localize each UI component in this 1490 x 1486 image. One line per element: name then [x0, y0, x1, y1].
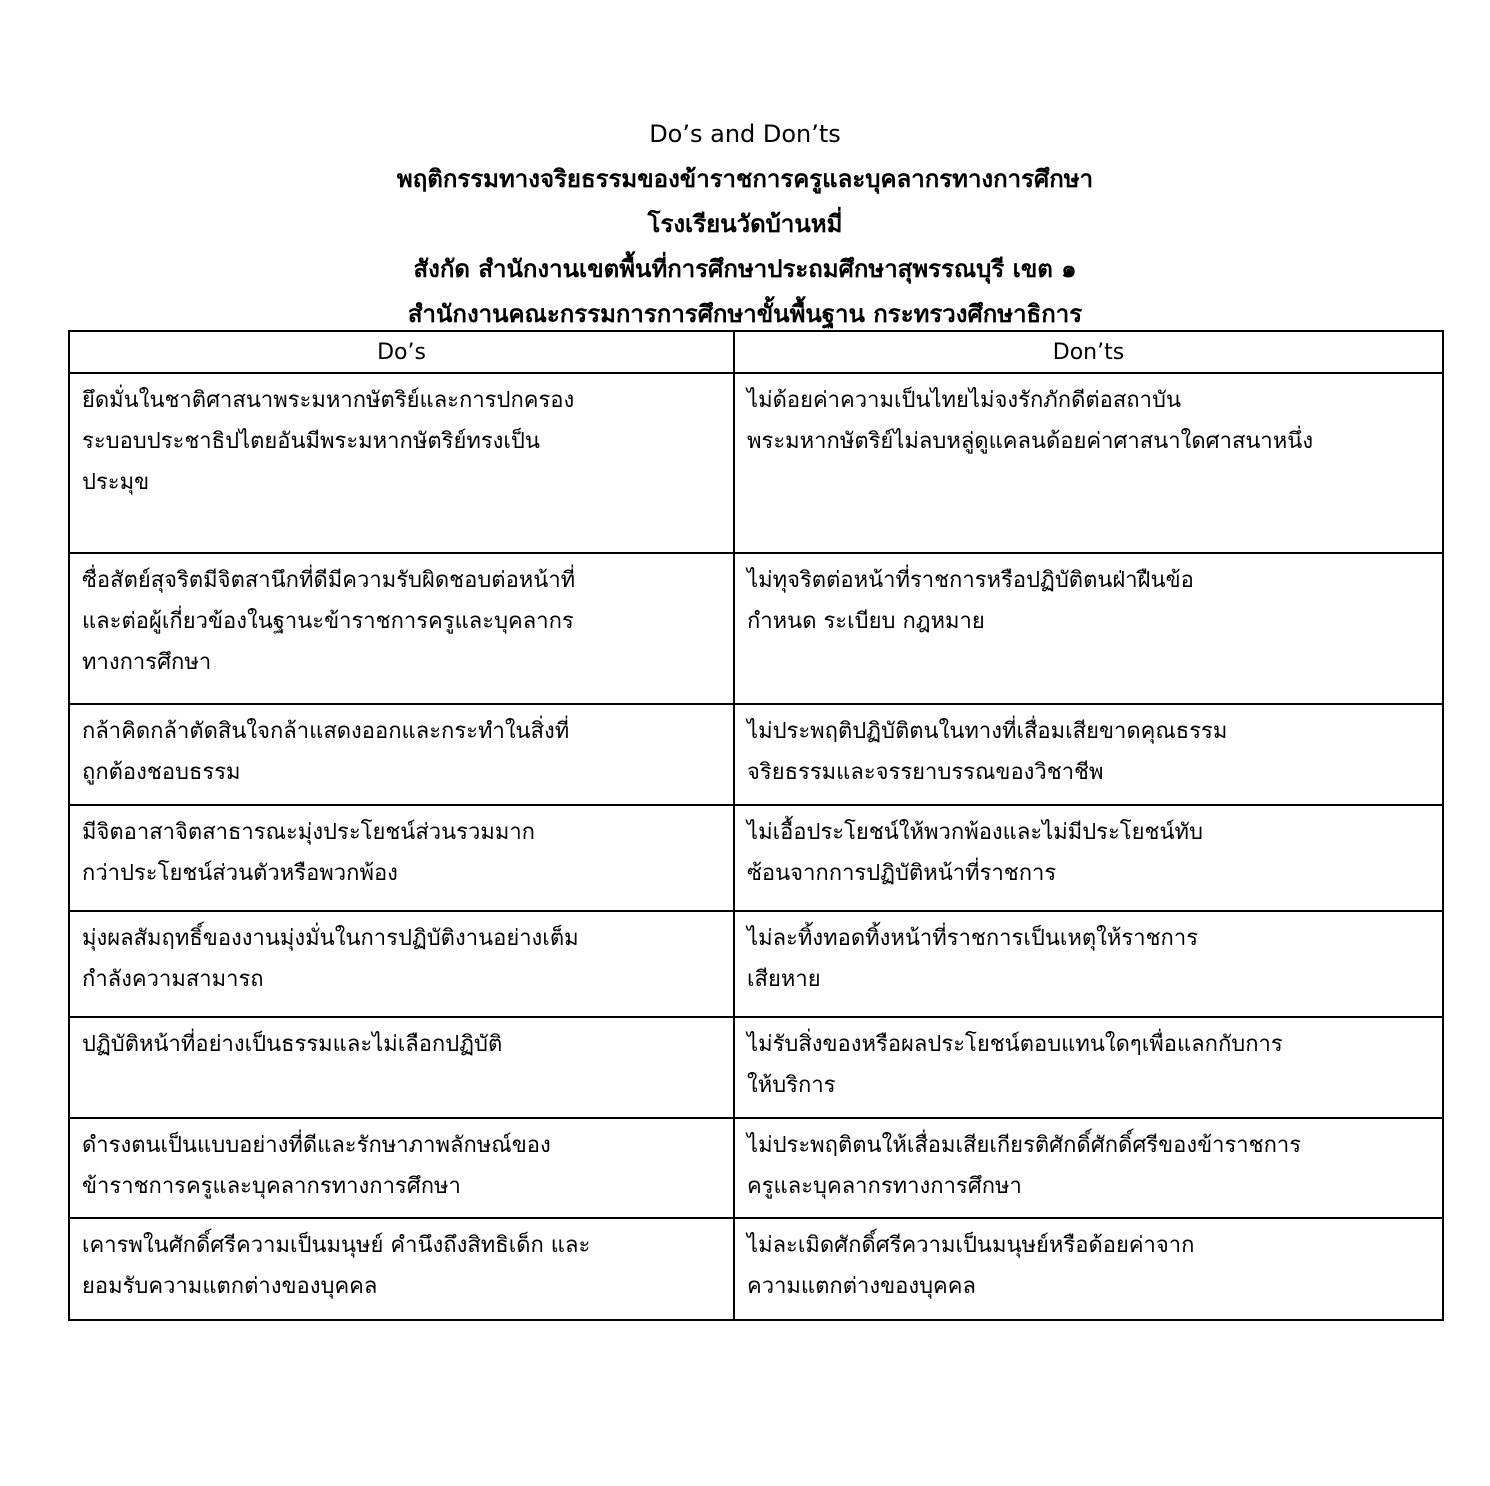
- do-cell: [69, 911, 734, 1017]
- do-text: มุ่งผลสัมฤทธิ์ของงานมุ่งมั่นในการปฏิบัติงานอย่างเต็ม กำลังความสามารถ: [82, 926, 579, 992]
- table-row: [69, 911, 1443, 1017]
- table-row: [69, 805, 1443, 911]
- dont-text: ไม่ประพฤติตนให้เสื่อมเสียเกียรติศักดิ์ศักดิ์ศรีของข้าราชการ ครูและบุคลากรทางการศึกษา: [747, 1133, 1302, 1199]
- header-donts: Don’ts: [734, 331, 1443, 373]
- dont-cell: [734, 805, 1443, 911]
- do-cell: [69, 1118, 734, 1218]
- dont-text: ไม่ด้อยค่าความเป็นไทยไม่จงรักภักดีต่อสถาบัน พระมหากษัตริย์ไม่ลบหลู่ดูแคลนด้อยค่าศาสนาใดศาสนาหนึ่ง: [747, 388, 1314, 454]
- dont-cell: [734, 911, 1443, 1017]
- do-cell: [69, 553, 734, 704]
- dont-cell: [734, 1118, 1443, 1218]
- do-cell: [69, 1017, 734, 1118]
- do-cell: [69, 1218, 734, 1320]
- table-header-row: [69, 331, 1443, 373]
- table-row: [69, 1017, 1443, 1118]
- title-line-5: สำนักงานคณะกรรมการการศึกษาขั้นพื้นฐาน กระทรวงศึกษาธิการ: [407, 300, 1083, 328]
- dont-cell: [734, 704, 1443, 805]
- title-line-3: โรงเรียนวัดบ้านหมี่: [647, 210, 843, 238]
- do-text: ยึดมั่นในชาติศาสนาพระมหากษัตริย์และการปกครอง ระบอบประชาธิปไตยอันมีพระมหากษัตริย์ทรงเป็น ประมุข: [82, 388, 575, 495]
- dont-text: ไม่ทุจริตต่อหน้าที่ราชการหรือปฏิบัติตนฝ่าฝืนข้อ กำหนด ระเบียบ กฎหมาย: [747, 568, 1194, 634]
- do-text: มีจิตอาสาจิตสาธารณะมุ่งประโยชน์ส่วนรวมมาก กว่าประโยชน์ส่วนตัวหรือพวกพ้อง: [82, 820, 535, 886]
- document-header: [0, 112, 1490, 337]
- do-text: ซื่อสัตย์สุจริตมีจิตสานึกที่ดีมีความรับผิดชอบต่อหน้าที่ และต่อผู้เกี่ยวข้องในฐานะข้าราชการครูและบุคลากร ทางการศึกษา: [82, 568, 576, 675]
- do-text: ปฏิบัติหน้าที่อย่างเป็นธรรมและไม่เลือกปฏิบัติ: [82, 1032, 503, 1057]
- dont-cell: [734, 1017, 1443, 1118]
- dont-cell: [734, 553, 1443, 704]
- table-row: [69, 1118, 1443, 1218]
- dos-and-donts-table: [68, 330, 1444, 1321]
- title-line-2: พฤติกรรมทางจริยธรรมของข้าราชการครูและบุคลากรทางการศึกษา: [396, 165, 1094, 193]
- dont-text: ไม่รับสิ่งของหรือผลประโยชน์ตอบแทนใดๆเพื่อแลกกับการ ให้บริการ: [747, 1032, 1283, 1098]
- table-row: [69, 704, 1443, 805]
- title-line-4: สังกัด สำนักงานเขตพื้นที่การศึกษาประถมศึกษาสุพรรณบุรี เขต ๑: [413, 255, 1077, 283]
- title-line-1: Do’s and Don’ts: [649, 120, 841, 148]
- do-text: ดำรงตนเป็นแบบอย่างที่ดีและรักษาภาพลักษณ์ของ ข้าราชการครูและบุคลากรทางการศึกษา: [82, 1133, 551, 1199]
- do-cell: [69, 805, 734, 911]
- header-dos: Do’s: [69, 331, 734, 373]
- table-row: [69, 553, 1443, 704]
- dont-text: ไม่ประพฤติปฏิบัติตนในทางที่เสื่อมเสียขาดคุณธรรม จริยธรรมและจรรยาบรรณของวิชาชีพ: [747, 719, 1228, 785]
- dont-text: ไม่ละเมิดศักดิ์ศรีความเป็นมนุษย์หรือด้อยค่าจาก ความแตกต่างของบุคคล: [747, 1233, 1195, 1299]
- dont-cell: [734, 373, 1443, 553]
- do-cell: [69, 373, 734, 553]
- dont-text: ไม่เอื้อประโยชน์ให้พวกพ้องและไม่มีประโยชน์ทับ ซ้อนจากการปฏิบัติหน้าที่ราชการ: [747, 820, 1203, 886]
- do-cell: [69, 704, 734, 805]
- table-row: [69, 1218, 1443, 1320]
- table-row: [69, 373, 1443, 553]
- do-text: กล้าคิดกล้าตัดสินใจกล้าแสดงออกและกระทำในสิ่งที่ ถูกต้องชอบธรรม: [82, 719, 570, 785]
- dont-cell: [734, 1218, 1443, 1320]
- dont-text: ไม่ละทิ้งทอดทิ้งหน้าที่ราชการเป็นเหตุให้ราชการ เสียหาย: [747, 926, 1199, 992]
- do-text: เคารพในศักดิ์ศรีความเป็นมนุษย์ คำนึงถึงสิทธิเด็ก และ ยอมรับความแตกต่างของบุคคล: [82, 1233, 591, 1299]
